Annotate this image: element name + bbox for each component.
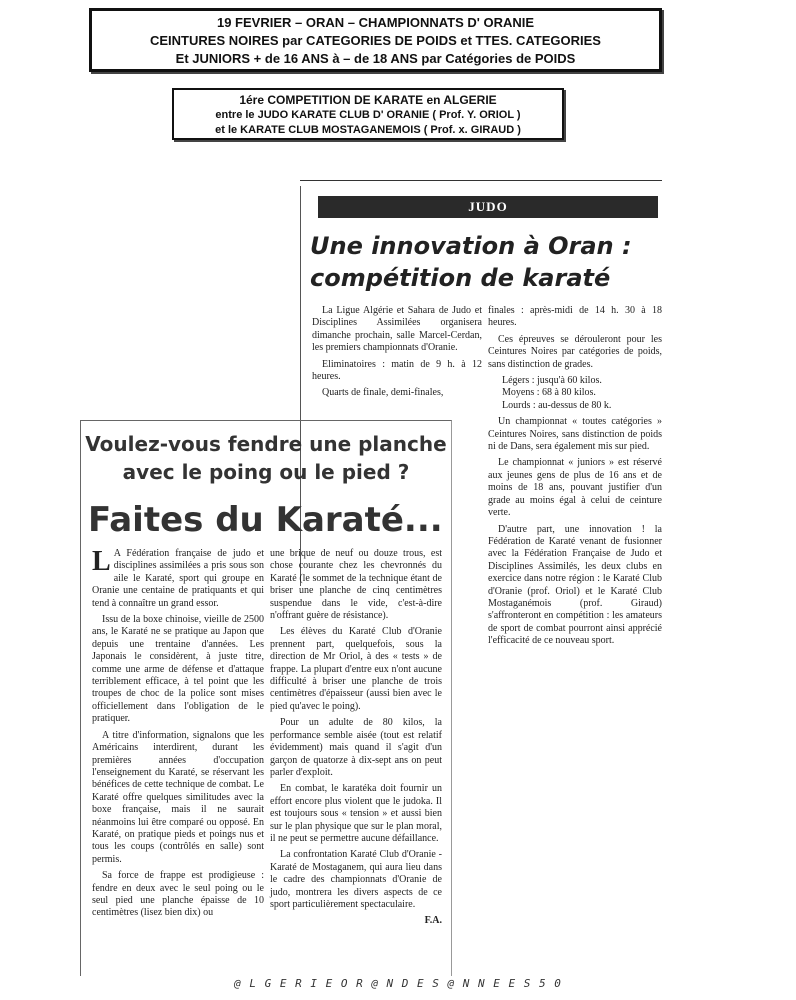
- paragraph: Un championnat « toutes catégories » Ceintures Noires, sans distinction de poids ni de Dans, sera également mis sur pied.: [488, 416, 662, 453]
- paragraph: La Ligue Algérie et Sahara de Judo et Disciplines Assimilées organisera dimanche prochain, salle Marcel-Cerdan, les premiers championnats d'Oranie.: [312, 305, 482, 354]
- article-column-right: [270, 548, 442, 932]
- section-banner-judo: JUDO: [318, 196, 658, 218]
- article-column-right: [488, 305, 662, 652]
- weight-category: Légers : jusqu'à 60 kilos.: [502, 375, 602, 387]
- paragraph: D'autre part, une innovation ! la Fédération de Karaté venant de fusionner avec la Fédération Française de Judo et Disciplines Assimilés, les deux clubs en exercice dans notre région : le Karaté Club d'Oranie (prof. Oriol) et le Karaté Club Mostaganémois (prof. Giraud) s'affronteront en compétition : les amateurs de sport de combat pourront ainsi apprécié l'efficacité de ce nouveau sport.: [488, 523, 662, 647]
- paragraph: [92, 548, 264, 610]
- paragraph: Eliminatoires : matin de 9 h. à 12 heures.: [312, 358, 482, 383]
- weight-category: Moyens : 68 à 80 kilos.: [502, 387, 596, 399]
- paragraph-text: A Fédération française de judo et disciplines assimilées a pris sous son aile le Karaté, sport qui groupe en Oranie une centaine de pratiquants et qui tend à connaître un grand essor.: [92, 548, 264, 609]
- kicker-line-2: avec le poing ou le pied ?: [122, 460, 410, 484]
- article-headline-big: Faites du Karaté...: [88, 500, 443, 540]
- paragraph: La confrontation Karaté Club d'Oranie - Karaté de Mostaganem, qui aura lieu dans le cadre des championnats d'Oranie de judo, montrera les divers aspects de ce sport particulièrement spectaculaire.: [270, 849, 442, 910]
- header-line-3: Et JUNIORS + de 16 ANS à – de 18 ANS par Catégories de POIDS: [175, 51, 576, 66]
- competition-line-3: et le KARATE CLUB MOSTAGANEMOIS ( Prof. x. GIRAUD ): [215, 124, 521, 136]
- dropcap: L: [92, 546, 111, 577]
- header-box-championnats: [89, 8, 662, 72]
- paragraph: A titre d'information, signalons que les Américains interdirent, durant les premières années d'occupation l'enseignement du Karaté, se réservant les bénéfices de cette technique de combat. Le Karaté offre quelques similitudes avec la boxe française, mais il ne saurait néanmoins lui être comparé ou opposé. En Karaté, on pratique pieds et poings nus et tous les coups (contrôlés en salle) sont permis.: [92, 729, 264, 865]
- headline-line-2: compétition de karaté: [310, 264, 611, 292]
- article-clipping-karate: [80, 420, 452, 980]
- competition-line-1: 1ére COMPETITION DE KARATE en ALGERIE: [239, 93, 497, 107]
- kicker-line-1: Voulez-vous fendre une planche: [85, 432, 447, 456]
- paragraph: Le championnat « juniors » est réservé aux jeunes gens de plus de 16 ans et de moins de 18 ans, pouvant justifier d'un grade au moins égal à celui de ceinture verte.: [488, 457, 662, 519]
- header-line-2: CEINTURES NOIRES par CATEGORIES DE POIDS et TTES. CATEGORIES: [150, 33, 601, 48]
- article-headline: [310, 230, 662, 294]
- competition-line-2: entre le JUDO KARATE CLUB D' ORANIE ( Prof. Y. ORIOL ): [215, 109, 521, 121]
- paragraph: Quarts de finale, demi-finales,: [322, 387, 444, 399]
- headline-line-1: Une innovation à Oran :: [310, 232, 632, 260]
- paragraph: Pour un adulte de 80 kilos, la performance semble aisée (tout est relatif évidemment) mais quand il s'agit d'un garçon de quatorze à dix-sept ans on peut parler d'exploit.: [270, 717, 442, 778]
- header-line-1: 19 FEVRIER – ORAN – CHAMPIONNATS D' ORANIE: [216, 15, 535, 30]
- paragraph: En combat, le karatéka doit fournir un effort encore plus violent que le judoka. Il est toujours sous « tension » et aussi bien sur le plan physique que sur le plan moral, il ne peut se permettre aucune défaillance.: [270, 783, 442, 844]
- clipping-divider: [300, 180, 662, 181]
- article-column-left: [312, 305, 482, 404]
- paragraph: une brique de neuf ou douze trous, est chose courante chez les chevronnés du Karaté (le sommet de la technique étant de briser une planche de cinq centimètres suspendue dans le vide, c'est-à-dire n'offrant guère de résistance).: [270, 548, 442, 622]
- paragraph: Ces épreuves se dérouleront pour les Ceintures Noires par catégories de poids, sans distinction de grades.: [488, 333, 662, 370]
- header-box-competition: [172, 88, 564, 140]
- article-column-left: [92, 548, 264, 924]
- paragraph: Les élèves du Karaté Club d'Oranie prennent part, quelquefois, sous la direction de Mr Oriol, à des « tests » de frappe. La plupart d'entre eux n'ont aucune difficulté à briser une planche de trois centimètres d'épaisseur (aussi bien avec le pied qu'avec le poing).: [270, 626, 442, 712]
- weight-category: Lourds : au-dessus de 80 k.: [502, 399, 612, 411]
- signature: F.A.: [424, 915, 442, 927]
- footer-watermark: @ L G E R I E O R @ N D E S @ N N E E S 5 0: [234, 977, 562, 990]
- paragraph: Issu de la boxe chinoise, vieille de 2500 ans, le Karaté ne se pratique au Japon que depuis une trentaine d'années. Les Japonais le considèrent, à juste titre, comme une arme de défense et d'attaque terriblement efficace, à tel point que les troupes de choc de la police sont mises officiellement dans l'obligation de le pratiquer.: [92, 614, 264, 725]
- paragraph: finales : après-midi de 14 h. 30 à 18 heures.: [488, 305, 662, 329]
- paragraph: Sa force de frappe est prodigieuse : fendre en deux avec le seul poing ou le seul pied une planche épaisse de 10 centimètres (lisez bien dix) ou: [92, 870, 264, 919]
- article-kicker: [80, 430, 452, 486]
